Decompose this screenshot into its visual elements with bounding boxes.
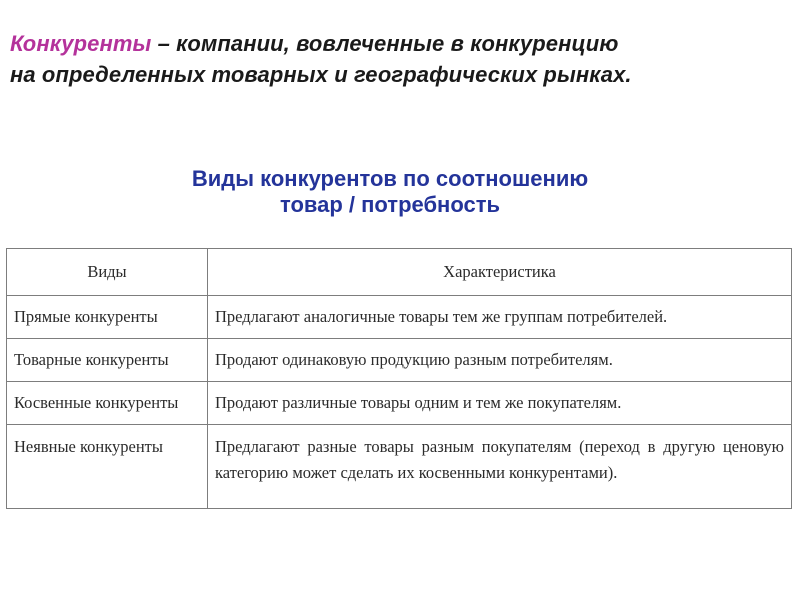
row-description: Продают различные товары одним и тем же покупателям.	[208, 382, 792, 425]
definition-text	[10, 28, 790, 90]
header-types: Виды	[7, 249, 208, 296]
table-row	[7, 382, 792, 425]
row-type: Неявные конкуренты	[7, 425, 208, 509]
row-type: Косвенные конкуренты	[7, 382, 208, 425]
row-description: Продают одинаковую продукцию разным потребителям.	[208, 339, 792, 382]
row-description: Предлагают разные товары разным покупателям (переход в другую ценовую категорию может сделать их косвенными конкурентами).	[208, 425, 792, 509]
table-header-row	[7, 249, 792, 296]
header-characteristic: Характеристика	[208, 249, 792, 296]
table-title	[0, 166, 780, 218]
definition-line-2: на определенных товарных и географических рынках.	[10, 62, 632, 87]
table-row	[7, 296, 792, 339]
row-type: Товарные конкуренты	[7, 339, 208, 382]
table-title-line-1: Виды конкурентов по соотношению	[191, 166, 589, 191]
definition-line-1: – компании, вовлеченные в конкуренцию	[151, 31, 619, 56]
table-row	[7, 425, 792, 509]
row-description: Предлагают аналогичные товары тем же группам потребителей.	[208, 296, 792, 339]
row-type: Прямые конкуренты	[7, 296, 208, 339]
definition-term: Конкуренты	[10, 31, 152, 56]
table-row	[7, 339, 792, 382]
table-title-line-2: товар / потребность	[279, 192, 501, 217]
competitor-types-table	[6, 248, 792, 509]
